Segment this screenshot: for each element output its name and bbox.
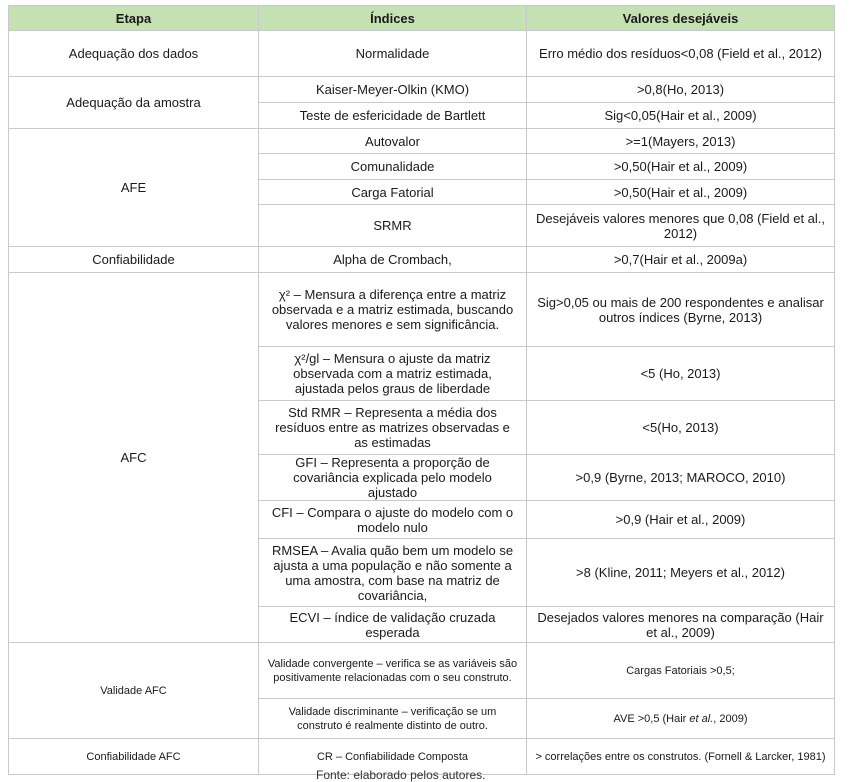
- valor-cell: Erro médio dos resíduos<0,08 (Field et al., 2012): [527, 31, 835, 77]
- indice-cell: Comunalidade: [259, 154, 527, 180]
- header-row: [9, 6, 835, 31]
- indice-cell: Normalidade: [259, 31, 527, 77]
- etapa-cell: Adequação da amostra: [9, 77, 259, 129]
- etapa-cell: Confiabilidade: [9, 247, 259, 273]
- table-row: [9, 273, 835, 347]
- valor-cell: >0,9 (Hair et al., 2009): [527, 501, 835, 539]
- etapa-cell: AFE: [9, 129, 259, 247]
- valor-cell: Cargas Fatoriais >0,5;: [527, 643, 835, 699]
- valor-cell: Sig<0,05(Hair et al., 2009): [527, 103, 835, 129]
- valor-cell: >0,9 (Byrne, 2013; MAROCO, 2010): [527, 455, 835, 501]
- indice-cell: χ²/gl – Mensura o ajuste da matriz observada com a matriz estimada, ajustada pelos graus de liberdade: [259, 347, 527, 401]
- valor-text-italic: et al.: [689, 712, 714, 725]
- indice-cell: Std RMR – Representa a média dos resíduos entre as matrizes observadas e as estimadas: [259, 401, 527, 455]
- indice-cell: CR – Confiabilidade Composta: [259, 739, 527, 775]
- valor-cell: Desejáveis valores menores que 0,08 (Field et al., 2012): [527, 205, 835, 247]
- header-indices: Índices: [259, 6, 527, 31]
- indice-cell: RMSEA – Avalia quão bem um modelo se ajusta a uma população e não somente a uma amostra, com base na matriz de covariância,: [259, 539, 527, 607]
- valor-cell: <5(Ho, 2013): [527, 401, 835, 455]
- valor-cell: >=1(Mayers, 2013): [527, 129, 835, 154]
- etapa-cell: Adequação dos dados: [9, 31, 259, 77]
- etapa-cell: Validade AFC: [9, 643, 259, 739]
- indice-cell: Validade convergente – verifica se as variáveis são positivamente relacionadas com o seu construto.: [259, 643, 527, 699]
- indice-cell: Alpha de Crombach,: [259, 247, 527, 273]
- table-row: [9, 643, 835, 699]
- valor-text: AVE >0,5 (Hair: [613, 712, 690, 725]
- valor-cell: Sig>0,05 ou mais de 200 respondentes e analisar outros índices (Byrne, 2013): [527, 273, 835, 347]
- valor-cell: >8 (Kline, 2011; Meyers et al., 2012): [527, 539, 835, 607]
- table-row: [9, 129, 835, 154]
- indice-cell: CFI – Compara o ajuste do modelo com o modelo nulo: [259, 501, 527, 539]
- indice-cell: Validade discriminante – verificação se um construto é realmente distinto de outro.: [259, 699, 527, 739]
- indice-cell: Carga Fatorial: [259, 180, 527, 205]
- header-valores: Valores desejáveis: [527, 6, 835, 31]
- valor-cell: [527, 699, 835, 739]
- valor-cell: >0,50(Hair et al., 2009): [527, 180, 835, 205]
- valor-cell: > correlações entre os construtos. (Fornell & Larcker, 1981): [527, 739, 835, 775]
- table-row: [9, 77, 835, 103]
- indice-cell: SRMR: [259, 205, 527, 247]
- valor-cell: Desejados valores menores na comparação (Hair et al., 2009): [527, 607, 835, 643]
- etapa-cell: Confiabilidade AFC: [9, 739, 259, 775]
- indices-table: [8, 5, 835, 775]
- valor-cell: >0,50(Hair et al., 2009): [527, 154, 835, 180]
- indice-cell: GFI – Representa a proporção de covariância explicada pelo modelo ajustado: [259, 455, 527, 501]
- source-note: Fonte: elaborado pelos autores.: [316, 768, 486, 782]
- indice-cell: χ² – Mensura a diferença entre a matriz observada e a matriz estimada, buscando valores menores e sem significância.: [259, 273, 527, 347]
- table-row: [9, 247, 835, 273]
- header-etapa: Etapa: [9, 6, 259, 31]
- valor-cell: <5 (Ho, 2013): [527, 347, 835, 401]
- indice-cell: ECVI – índice de validação cruzada esperada: [259, 607, 527, 643]
- valor-cell: >0,7(Hair et al., 2009a): [527, 247, 835, 273]
- indice-cell: Autovalor: [259, 129, 527, 154]
- valor-text-end: , 2009): [713, 712, 748, 725]
- etapa-cell: AFC: [9, 273, 259, 643]
- table-row: [9, 31, 835, 77]
- valor-cell: >0,8(Ho, 2013): [527, 77, 835, 103]
- indice-cell: Teste de esfericidade de Bartlett: [259, 103, 527, 129]
- indice-cell: Kaiser-Meyer-Olkin (KMO): [259, 77, 527, 103]
